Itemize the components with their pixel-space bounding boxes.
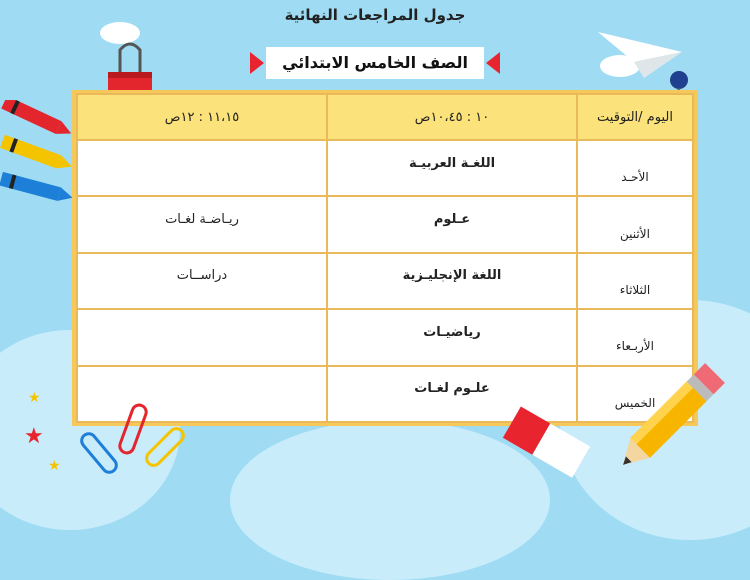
subject-cell [77,140,327,196]
schedule-table [76,93,694,423]
day-cell: الخميس [577,366,693,422]
subject-cell: ريـاضـة لغـات [77,196,327,252]
subject-cell: اللغة الإنجليـزية [327,253,577,309]
background-cloud [100,22,140,44]
star-icon: ★ [24,424,44,449]
header-row [77,94,693,140]
subject-cell [77,309,327,365]
subject-cell: اللغـة العربيـة [327,140,577,196]
schedule-frame [72,90,698,426]
crayons-icon [0,100,80,220]
star-icon: ★ [28,390,41,406]
ribbon-right [486,52,500,74]
table-row [77,309,693,365]
day-cell: الثلاثاء [577,253,693,309]
eraser-icon [498,402,594,484]
paper-clips-icon [80,400,200,480]
star-icon: ★ [48,458,61,474]
grade-banner: الصف الخامس الابتدائي [266,47,484,79]
table-row [77,253,693,309]
subject-cell: رياضيـات [327,309,577,365]
subject-cell: علـوم لغـات [327,366,577,422]
day-cell: الأحـد [577,140,693,196]
header-cell-day: اليوم /التوقيت [577,94,693,140]
subject-cell: دراســات [77,253,327,309]
table-row [77,140,693,196]
day-cell: الأثنين [577,196,693,252]
ribbon-left [250,52,264,74]
pencil-icon [608,352,740,476]
header-cell-slot2: ١١،١٥ : ١٢ص [77,94,327,140]
page-title: جدول المراجعات النهائية [284,6,466,24]
day-cell: الأربـعاء [577,309,693,365]
header-cell-slot1: ١٠ : ١٠،٤٥ص [327,94,577,140]
table-row [77,196,693,252]
subject-cell: عـلوم [327,196,577,252]
